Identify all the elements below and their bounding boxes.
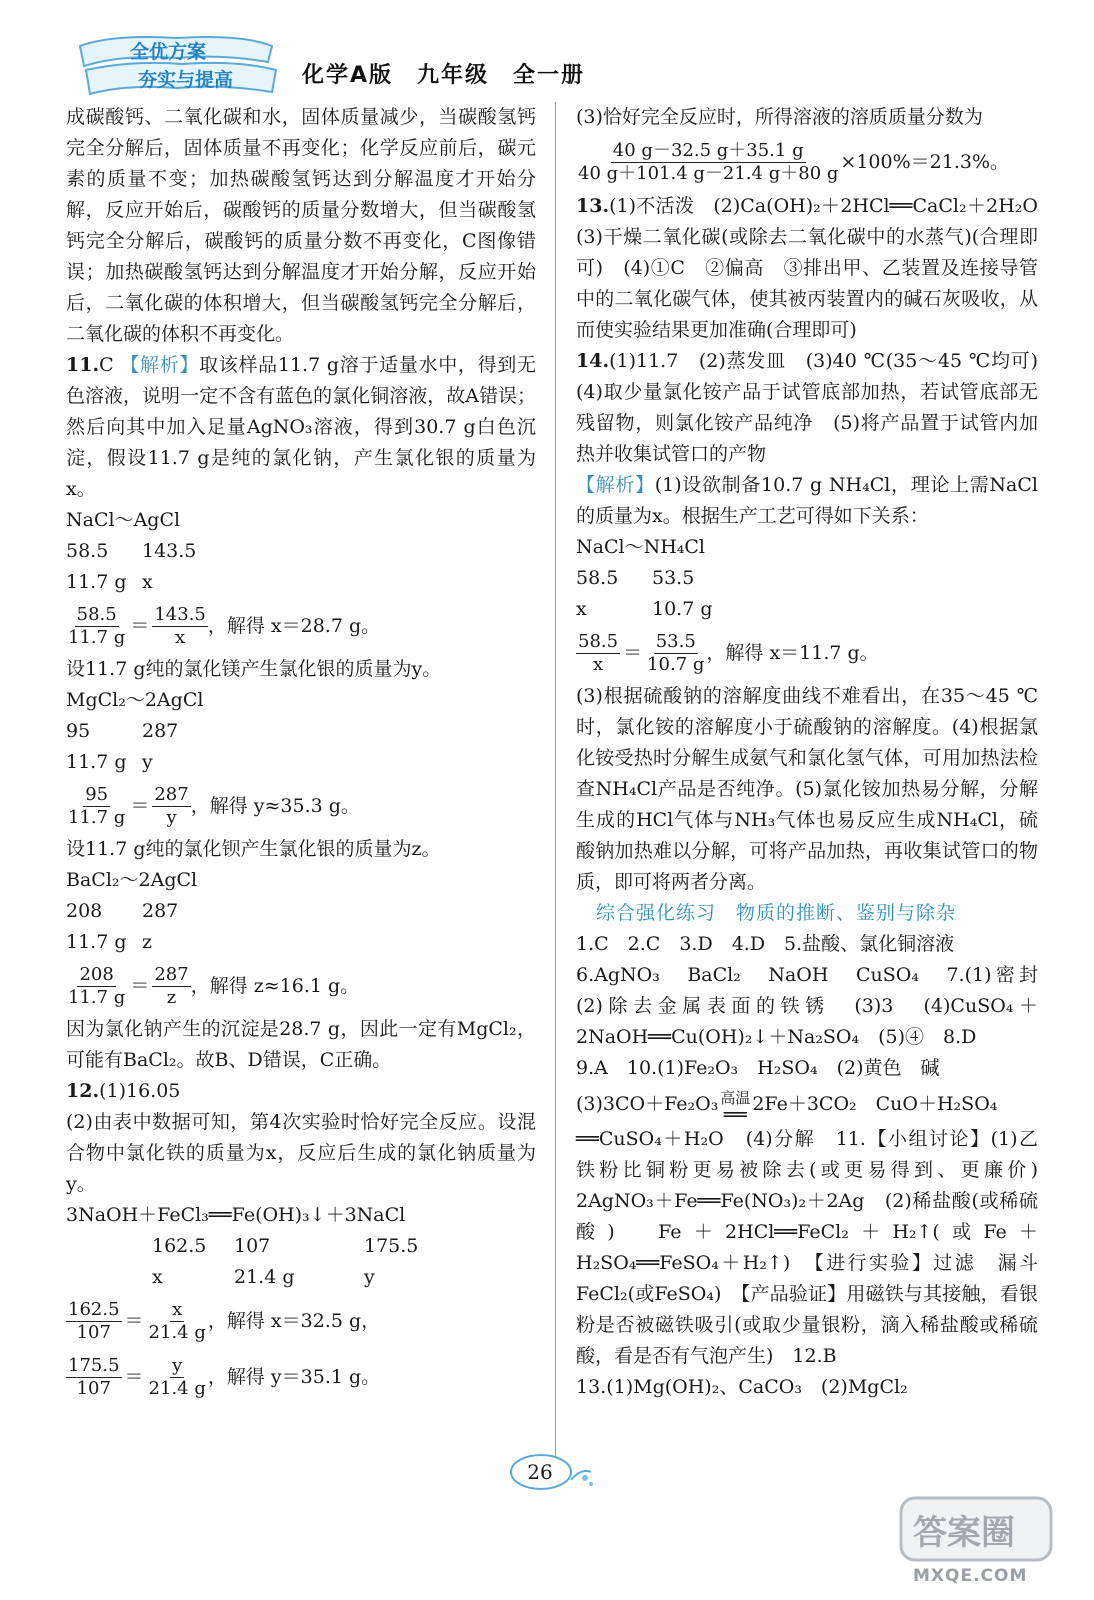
q11-analysis-tag: 【解析】 [120, 354, 200, 376]
q11-paragraph [66, 350, 536, 505]
column-divider [555, 102, 556, 1462]
q11-conclusion: 因为氯化钠产生的沉淀是28.7 g，因此一定有MgCl₂，可能有BaCl₂。故B、D错误，C正确。 [66, 1018, 536, 1071]
nacl-masses: 58.5 143.5 [66, 540, 197, 562]
nh4cl-values: x 10.7 g [576, 598, 713, 620]
book-logo [72, 32, 282, 98]
watermark [895, 1490, 1065, 1590]
nh4cl-relation: NaCl～NH₄Cl [576, 536, 705, 558]
mg-masses: 95 287 [66, 720, 179, 742]
q12-part2: (2)由表中数据可知，第4次实验时恰好完全反应。设混合物中氯化铁的质量为x，反应后生成的氯化钠质量为y。 [66, 1111, 536, 1195]
q11-number: 11. [66, 354, 100, 376]
ba-proportion: $\frac{208}{11.7 g}$ ＝ $\frac{287}{z}$ ，解得 z≈16.1 g。 [68, 963, 360, 1008]
nh4cl-masses: 58.5 53.5 [576, 567, 695, 589]
mg-intro: 设11.7 g纯的氯化镁产生氯化银的质量为y。 [66, 658, 442, 680]
q13-answer: 13.(1)不活泼 (2)Ca(OH)₂＋2HCl══CaCl₂＋2H₂O (3)干燥二氧化碳(或除去二氧化碳中的水蒸气)(合理即可) (4)①C ②偏高 ③排出甲、乙装置及连接导管中的二氧化碳气体，使其被丙装置内的碱石灰吸收，从而使实验结果更加准确(合理即可) [576, 195, 1058, 341]
nacl-relation: NaCl～AgCl [66, 509, 181, 531]
fe-masses: 162.5 107 175.5 [152, 1235, 419, 1257]
ba-masses: 208 287 [66, 900, 179, 922]
mass-fraction-formula: $\frac{40 g-32.5 g+35.1 g}{40 g+101.4 g-21.4 g+80 g}$ ×100%＝21.3%。 [578, 139, 1010, 184]
answers-6-8: 6.AgNO₃ BaCl₂ NaOH CuSO₄ 7.(1)密封 (2)除去金属表面的铁锈 (3)3 (4)CuSO₄＋2NaOH══Cu(OH)₂↓＋Na₂SO₄ (5)④ 8.D [576, 964, 1058, 1048]
section-title: 综合强化练习 物质的推断、鉴别与除杂 [596, 902, 957, 924]
q14-rest: (3)根据硫酸钠的溶解度曲线不难看出，在35～45 ℃时，氯化铵的溶解度小于硫酸钠的溶解度。(4)根据氯化铵受热时分解生成氨气和氯化氢气体，可用加热法检查NH₄Cl产品是否纯净。(5)氯化铵加热易分解，分解生成的HCl气体与NH₃气体也易反应生成NH₄Cl，硫酸钠加热难以分解，可将产品加热，再收集试管口的物质，即可将两者分离。 [576, 685, 1038, 893]
logo-line1: 全优方案 [130, 41, 207, 63]
q11-answer: C [99, 354, 114, 376]
answers-10-12: ══CuSO₄＋H₂O (4)分解 11.【小组讨论】(1)乙 铁粉比铜粉更易被除去(或更易得到、更廉价) 2AgNO₃＋Fe══Fe(NO₃)₂＋2Ag (2)稀盐酸(或稀硫酸) Fe＋2HCl══FeCl₂＋H₂↑(或Fe＋H₂SO₄══FeSO₄＋H₂↑) 【进行实验】过滤 漏斗 FeCl₂(或FeSO₄) 【产品验证】用磁铁与其接触，看银粉是否被磁铁吸引(或取少量银粉，滴入稀盐酸或稀硫酸，看是否有气泡产生) 12.B [576, 1128, 1058, 1367]
page-number-badge [505, 1450, 595, 1498]
nacl-proportion: $\frac{58.5}{11.7 g}$ ＝ $\frac{143.5}{x}$ ，解得 x＝28.7 g。 [68, 603, 381, 648]
nh4cl-proportion: $\frac{58.5}{x}$ ＝ $\frac{53.5}{10.7 g}$ ，解得 x＝11.7 g。 [578, 630, 879, 675]
right-column [576, 102, 1058, 1403]
q12-part3: (3)恰好完全反应时，所得溶液的溶质质量分数为 [576, 106, 983, 128]
q11-text: 取该样品11.7 g溶于适量水中，得到无色溶液，说明一定不含有蓝色的氯化铜溶液，故A错误；然后向其中加入足量AgNO₃溶液，得到30.7 g白色沉淀，假设11.7 g是纯的氯化钠，产生氯化银的质量为x。 [66, 354, 536, 500]
book-title: 化学A版 九年级 全一册 [302, 63, 586, 88]
q12-part1: 12.(1)16.05 [66, 1080, 181, 1102]
page-number: 26 [527, 1460, 553, 1484]
answer-10-3: (3)3CO＋Fe₂O₃ 高温 ══ 2Fe＋3CO₂ CuO＋H₂SO₄ [576, 1089, 998, 1126]
answer-13: 13.(1)Mg(OH)₂、CaCO₃ (2)MgCl₂ [576, 1376, 908, 1398]
watermark-url: MXQE.COM [913, 1566, 1028, 1586]
q14-analysis: 【解析】(1)设欲制备10.7 g NH₄Cl，理论上需NaCl的质量为x。根据生产工艺可得如下关系： [576, 474, 1038, 527]
left-column [66, 102, 536, 1405]
ba-relation: BaCl₂～2AgCl [66, 869, 198, 891]
watermark-text: 答案圈 [913, 1513, 1015, 1553]
condition-label: 高温 [720, 1089, 751, 1107]
fe-proportion-y: $\frac{175.5}{107}$ ＝ $\frac{y}{21.4 g}$ ，解得 y＝35.1 g。 [68, 1354, 381, 1399]
mg-proportion: $\frac{95}{11.7 g}$ ＝ $\frac{287}{y}$ ，解得 y≈35.3 g。 [68, 783, 360, 828]
fe-equation: 3NaOH＋FeCl₃══Fe(OH)₃↓＋3NaCl [66, 1204, 406, 1226]
page-header [66, 28, 1026, 102]
nacl-values: 11.7 g x [66, 571, 153, 593]
mg-relation: MgCl₂～2AgCl [66, 689, 204, 711]
answers-1-5: 1.C 2.C 3.D 4.D 5.盐酸、氯化铜溶液 [576, 933, 955, 955]
ba-intro: 设11.7 g纯的氯化钡产生氯化银的质量为z。 [66, 838, 441, 860]
ba-values: 11.7 g z [66, 931, 153, 953]
logo-line2: 夯实与提高 [138, 69, 234, 91]
answers-9-10: 9.A 10.(1)Fe₂O₃ H₂SO₄ (2)黄色 碱 [576, 1057, 940, 1079]
fe-values: x 21.4 g y [152, 1266, 375, 1288]
q14-answer: 14.(1)11.7 (2)蒸发皿 (3)40 ℃(35～45 ℃均可) (4)取少量氯化铵产品于试管底部加热，若试管底部无残留物，则氯化铵产品纯净 (5)将产品置于试管内加热并收集试管口的产物 [576, 350, 1058, 465]
fe-proportion-x: $\frac{162.5}{107}$ ＝ $\frac{x}{21.4 g}$ ，解得 x＝32.5 g， [68, 1298, 381, 1343]
intro-paragraph: 成碳酸钙、二氧化碳和水，固体质量减少，当碳酸氢钙完全分解后，固体质量不再变化；化学反应前后，碳元素的质量不变；加热碳酸氢钙达到分解温度才开始分解，反应开始后，碳酸钙的质量分数增大，但当碳酸氢钙完全分解后，碳酸钙的质量分数不再变化，C图像错误；加热碳酸氢钙达到分解温度才开始分解，反应开始后，二氧化碳的体积增大，但当碳酸氢钙完全分解后，二氧化碳的体积不再变化。 [66, 106, 536, 345]
mg-values: 11.7 g y [66, 751, 153, 773]
